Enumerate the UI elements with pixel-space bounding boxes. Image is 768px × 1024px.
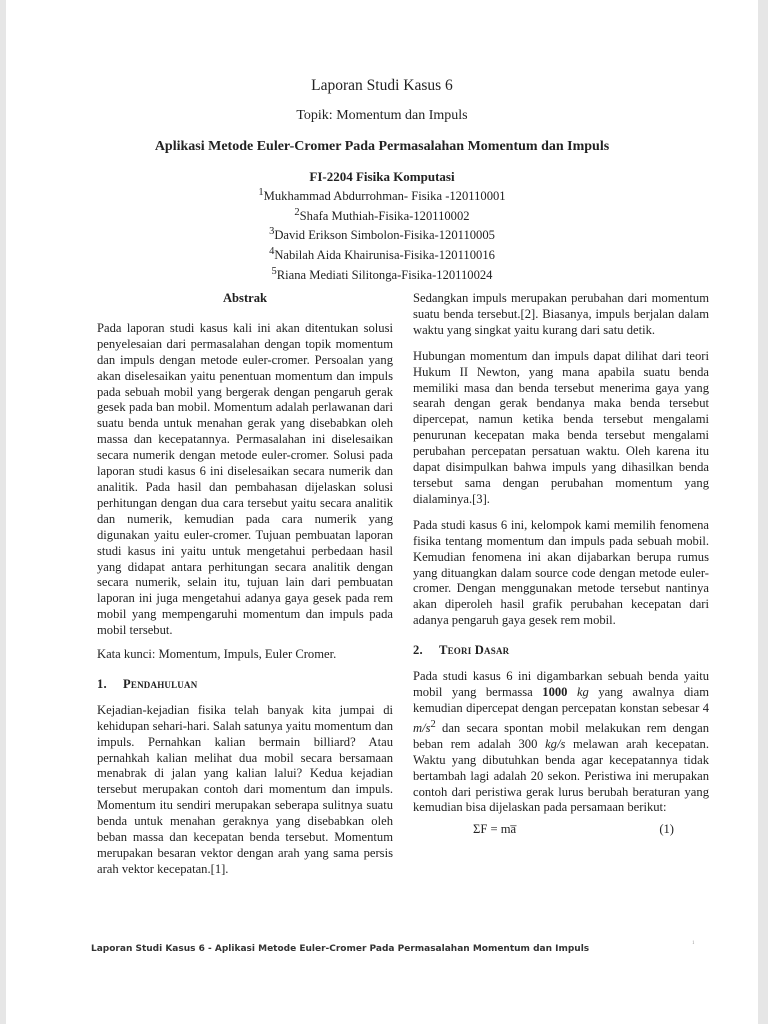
report-title: Laporan Studi Kasus 6 (311, 77, 453, 94)
abstract-text: Pada laporan studi kasus kali ini akan ditentukan solusi penyelesaian dari permasalahan dengan topik momentum dan impuls dengan metode euler-cromer. Persoalan yang akan diselesaikan yaitu penentuan momentum dan impuls pada sebuah mobil yang bergerak dengan pengaruh gerak gesek pada ban mobil. Momentum adalah perlawanan dari suatu benda untuk menahan gerak yang disebabkan oleh massa dan kecepatannya. Permasalahan ini diselesaikan secara numerik dengan metode euler-cromer. Solusi pada laporan studi kasus 6 ini diselesaikan secara numerik dan analitik. Pada hasil dan pembahasan dijelaskan solusi perhitungan dengan dua cara tersebut yaitu secara analitik dan numerik, kemudian pada cara numerik yang digunakan yaitu euler-cromer. Tujuan pembuatan laporan studi kasus ini yaitu untuk mengetahui perbedaan hasil yang didapat antara perhitungan secara analitik dengan secara numerik, selain itu, tujuan lain dari pembuatan laporan ini juga mengetahui adanya gaya gesek pada rem mobil yang mempengaruhi momentum dan impuls pada mobil tersebut. (97, 320, 393, 638)
paper-subtitle: Aplikasi Metode Euler-Cromer Pada Permasalahan Momentum dan Impuls (154, 139, 610, 154)
author-line: $^4$Nabilah Aida Khairunisa-Fisika-120110016 (269, 246, 495, 263)
section-2-heading: 2. Teori Dasar (413, 643, 510, 658)
equation-1 (413, 822, 709, 838)
course-code: FI-2204 Fisika Komputasi (309, 169, 455, 184)
newton-paragraph: Hubungan momentum dan impuls dapat dilihat dari teori Hukum II Newton, yang mana apabila suatu benda memiliki masa dan benda tersebut menerima gaya yang searah dengan gerak bendanya maka benda tersebut dipercepat, namun ketika benda tersebut mengalami penurunan kecepatan maka benda tersebut mengalami perubahan percepatan persatuan waktu. Oleh karena itu dapat disimpulkan bahwa impuls yang dihasilkan benda tersebut sama dengan perubahan momentum yang dialaminya.[3]. (413, 348, 709, 506)
equation-number: (1) (659, 822, 674, 837)
section-1-text: Kejadian-kejadian fisika telah banyak kita jumpai di kehidupan sehari-hari. Salah satunya yaitu momentum dan impuls. Pernahkan kalian bermain billiard? Atau pernahkah kalian melihat dua mobil secara bersamaan menabrak di jalan yang kalian lalui? Kedua kejadian tersebut merupakan contoh dari momentum dan impuls. Momentum itu sendiri merupakan seberapa sulitnya suatu benda untuk menahan geraknya yang disebabkan oleh beban massa dan kecepatan benda tersebut. Momentum merupakan besaran vektor dengan arah yang sama persis arah vektor kecepatan.[1]. (97, 702, 393, 876)
left-column (97, 291, 393, 878)
author-line: $^1$Mukhammad Abdurrohman- Fisika -120110001 (258, 187, 506, 204)
case-study-paragraph: Pada studi kasus 6 ini, kelompok kami memilih fenomena fisika tentang momentum dan impuls pada sebuah mobil. Kemudian fenomena ini akan dijabarkan berupa rumus yang dituangkan dalam source code dengan metode euler-cromer. Dengan menggunakan metode tersebut nantinya akan diperoleh hasil grafik perubahan kecepatan dari adanya pengaruh gaya gesek rem mobil. (413, 517, 709, 628)
abstract-heading: Abstrak (222, 291, 268, 305)
author-list (6, 185, 758, 283)
section-2-text: Pada studi kasus 6 ini digambarkan sebuah benda yaitu mobil yang bermassa 1000 kg yang awalnya diam kemudian dipercepat dengan percepatan konstan sebesar 4 $m/s^2$ dan secara spontan mobil melakukan rem dengan beban rem adalah 300 kg/s melawan arah kecepatan. Waktu yang dibutuhkan benda agar kecepatannya tidak bertambah lagi adalah 20 sekon. Peristiwa ini merupakan contoh dari peristiwa gerak lurus berubah beraturan yang kemudian bisa dijelaskan pada persamaan berikut: (413, 669, 710, 815)
author-line: $^3$David Erikson Simbolon-Fisika-120110005 (269, 226, 495, 243)
section-1-heading: 1. Pendahuluan (97, 676, 198, 691)
keywords: Kata kunci: Momentum, Impuls, Euler Cromer. (97, 647, 337, 662)
paper-page (6, 0, 758, 1024)
right-column (413, 291, 709, 838)
author-line: $^5$Riana Mediati Silitonga-Fisika-120110024 (271, 265, 493, 282)
page-number: 1 (692, 941, 695, 946)
equation-body: ΣF = ma̅ (473, 822, 517, 837)
topic-line: Topik: Momentum dan Impuls (296, 108, 468, 123)
author-line: $^2$Shafa Muthiah-Fisika-120110002 (294, 206, 470, 223)
page-footer: Laporan Studi Kasus 6 - Aplikasi Metode Euler-Cromer Pada Permasalahan Momentum dan Impuls (91, 944, 590, 954)
impuls-paragraph: Sedangkan impuls merupakan perubahan dari momentum suatu benda tersebut.[2]. Biasanya, impuls berjalan dalam waktu yang singkat yaitu kurang dari satu detik. (413, 291, 709, 337)
